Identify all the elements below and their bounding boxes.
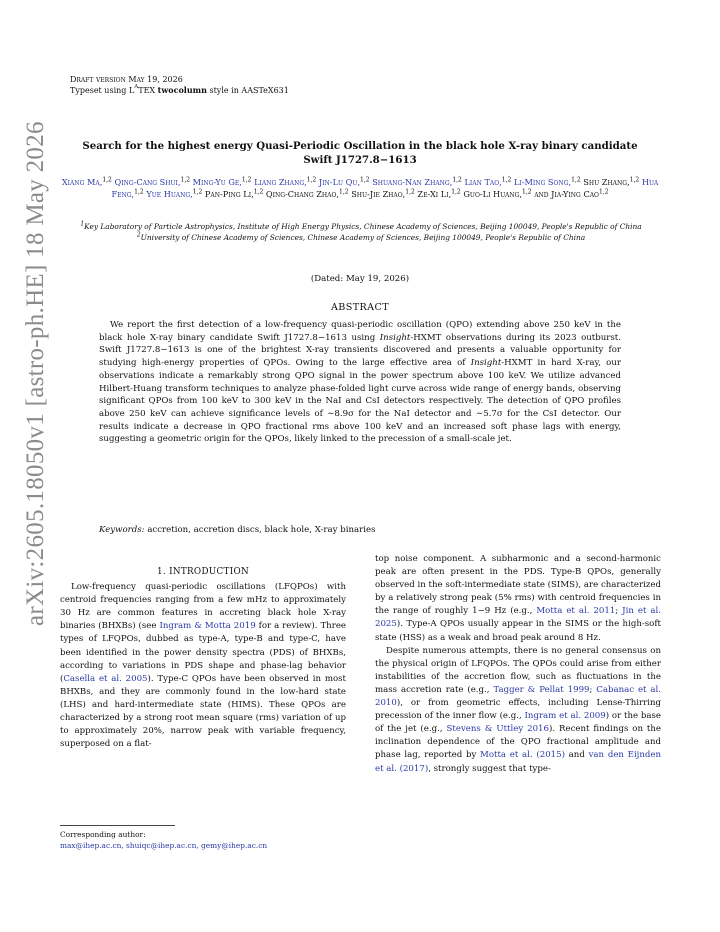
abstract-body: We report the first detection of a low-frequency quasi-periodic oscillation (QPO) extending above 250 keV in the black hole X-ray binary candidate Swift J1727.8−1613 using Insight-HXMT observations during its 2023 outburst. Swift J1727.8−1613 is one of the brightest X-ray transients discovered and presents a valuable opportunity for studying high-energy properties of QPOs. Owing to the large effective area of Insight-HXMT in hard X-ray, our observations indicate a remarkably strong QPO signal in the power spectrum above 100 keV. We utilize advanced Hilbert-Huang transform techniques to analyze phase-folded light curve across wide range of energy bands, observing significant QPOs from 100 keV to 300 keV in the NaI and CsI detectors respectively. The detection of QPO profiles above 250 keV can achieve significance levels of ∼8.9σ for the NaI detector and ∼5.7σ for the CsI detector. Our results indicate a decrease in QPO fractional rms above 100 keV and an increased soft phase lags with energy, suggesting a geometric origin for the QPOs, likely linked to the precession of a small-scale jet. xyxy=(99,320,621,445)
author-affiliation-mark: 1,2 xyxy=(134,187,144,195)
keywords-text: accretion, accretion discs, black hole, X-ray binaries xyxy=(147,525,376,535)
keywords-line xyxy=(99,525,621,535)
author-affiliation-mark: 1,2 xyxy=(306,176,317,184)
typeset-suffix: style in AASTeX631 xyxy=(209,86,289,95)
right-column xyxy=(375,553,661,776)
intro-paragraph-1-continued xyxy=(375,553,661,645)
author-name[interactable]: Qing-Cang Shui, xyxy=(114,177,181,187)
paragraph-text: Despite numerous attempts, there is no general consensus on the physical origin of LFQPOs. The QPOs could arise from either instabilities of the accretion flow, such as fluctuations in the mass accretion rate (e.g., xyxy=(375,645,661,695)
paragraph-text: ; xyxy=(589,684,597,695)
author-affiliation-mark: 1,2 xyxy=(501,176,512,184)
author-affiliation-mark: 1,2 xyxy=(451,187,461,195)
paragraph-text: ) or the base of the jet (e.g., xyxy=(375,711,661,735)
arxiv-identifier-stamp: arXiv:2605.18050v1 [astro-ph.HE] 18 May 2026 xyxy=(22,121,49,626)
corresponding-emails[interactable]: max@ihep.ac.cn, shuiqc@ihep.ac.cn, gemy@ihep.ac.cn xyxy=(60,841,268,850)
author-name[interactable]: Lian Tao, xyxy=(464,177,502,187)
author-name[interactable]: Ming-Yu Ge, xyxy=(192,177,242,187)
footnote-rule xyxy=(60,825,175,826)
citation-link[interactable]: Cabanac et al. 2010 xyxy=(375,684,662,709)
paragraph-text: ). Type-A QPOs usually appear in the SIMS or the high-soft state (HSS) as a weak and broad peak around 8 Hz. xyxy=(375,619,661,643)
paragraph-text: ; xyxy=(615,606,623,617)
author-affiliation-mark: 1,2 xyxy=(102,176,112,184)
corresponding-label: Corresponding author: xyxy=(60,830,146,839)
author-name[interactable]: Jin-Lu Qu, xyxy=(318,177,361,187)
typeset-bold: twocolumn xyxy=(157,85,207,95)
paragraph-text: for a review). Three types of LFQPOs, dubbed as type-A, type-B and type-C, have been identified in the power density spectra (PDS) of BHXBs, according to variations in PDS shape and phase-lag behavior ( xyxy=(60,621,347,684)
citation-link[interactable]: Ingram & Motta 2019 xyxy=(159,621,256,632)
author-affiliation-mark: 1,2 xyxy=(180,176,191,184)
affiliation-2: $^2$University of Chinese Academy of Sciences, Chinese Academy of Sciences, Beijing 100049, People's Republic of China xyxy=(136,231,586,242)
author-affiliation-mark: 1,2 xyxy=(629,176,640,184)
citation-link[interactable]: Tagger & Pellat 1999 xyxy=(493,684,590,695)
latex-a: A xyxy=(134,84,139,91)
citation-link[interactable]: van den Eijnden et al. (2017) xyxy=(375,750,662,774)
author-affiliation-mark: 1,2 xyxy=(241,176,252,184)
citation-link[interactable]: Jin et al. 2025 xyxy=(375,606,661,630)
author-name[interactable]: Hua Feng, xyxy=(111,177,659,199)
section-heading-introduction: 1. INTRODUCTION xyxy=(156,567,249,577)
author-name: Qing-Chang Zhao, xyxy=(265,188,340,199)
citation-link[interactable]: Motta et al. (2015) xyxy=(480,750,565,761)
author-name[interactable]: Li-Ming Song, xyxy=(513,177,572,187)
affiliation-1: $^1$Key Laboratory of Particle Astrophysics, Institute of High Energy Physics, Chinese Academy of Sciences, Beijing 100049, People's Republic of China xyxy=(80,220,642,231)
author-affiliation-mark: 1,2 xyxy=(452,176,462,184)
paragraph-text: top noise component. A subharmonic and a second-harmonic peak are often present in the PDS. Type-B QPOs, generally observed in the soft-intermediate state (SIMS), are characterized by a relatively strong peak (5% rms) with centroid frequencies in the range of roughly 1−9 Hz (e.g., xyxy=(375,554,661,617)
author-name[interactable]: Shuang-Nan Zhang, xyxy=(372,177,453,187)
paragraph-text: ). Type-C QPOs have been observed in most BHXBs, and they are commonly found in the low-hard state (LHS) and hard-intermediate state (HIMS). These QPOs are characterized by a strong root mean square (rms) variation of up to approximately 20%, narrow peak with variable frequency, superposed on a flat- xyxy=(60,673,346,750)
author-name[interactable]: Xiang Ma, xyxy=(61,177,103,187)
draft-version-line: Draft version May 19, 2026 xyxy=(70,75,183,84)
left-column xyxy=(60,566,346,751)
paper-title: Search for the highest energy Quasi-Periodic Oscillation in the black hole X-ray binary candidate Swift J1727.8−1613 xyxy=(82,140,638,166)
author-affiliation-mark: 1,2 xyxy=(192,187,203,195)
author-affiliation-mark: 1,2 xyxy=(598,187,609,195)
author-name: and Jia-Ying Cao xyxy=(534,188,599,199)
latex-tex: TEX xyxy=(138,86,156,95)
author-affiliation-mark: 1,2 xyxy=(522,187,532,195)
author-affiliation-mark: 1,2 xyxy=(339,187,349,195)
author-name[interactable]: Liang Zhang, xyxy=(254,177,307,187)
paragraph-text: and xyxy=(564,750,589,761)
intro-paragraph-2 xyxy=(375,645,661,776)
author-affiliation-mark: 1,2 xyxy=(360,176,370,184)
author-name: Shu Zhang, xyxy=(583,177,630,187)
author-name: Ze-Xi Li, xyxy=(417,188,452,199)
author-affiliation-mark: 1,2 xyxy=(405,187,415,195)
author-affiliation-mark: 1,2 xyxy=(571,176,581,184)
paragraph-text: Low-frequency quasi-periodic oscillations (LFQPOs) with centroid frequencies ranging from a few mHz to approximately 30 Hz are common features in accreting black hole X-ray binaries (BHXBs) (see xyxy=(60,582,346,632)
citation-link[interactable]: Casella et al. 2005 xyxy=(63,673,148,684)
typeset-line xyxy=(70,85,289,96)
paragraph-text: ). Recent findings on the inclination dependence of the QPO fractional amplitude and phase lag, reported by xyxy=(375,724,662,761)
corresponding-author-block xyxy=(60,829,346,851)
author-name: Pan-Ping Li, xyxy=(204,188,254,199)
author-name[interactable]: Yue Huang, xyxy=(146,188,193,199)
author-list xyxy=(60,177,660,200)
author-name: Shu-Jie Zhao, xyxy=(351,188,406,199)
author-affiliation-mark: 1,2 xyxy=(253,187,264,195)
citation-link[interactable]: Motta et al. 2011 xyxy=(536,606,616,617)
dated-line: (Dated: May 19, 2026) xyxy=(310,274,410,284)
citation-link[interactable]: Stevens & Uttley 2016 xyxy=(446,724,549,735)
intro-paragraph-1 xyxy=(60,581,346,751)
author-name: Guo-Li Huang, xyxy=(463,188,523,199)
keywords-label: Keywords: xyxy=(99,525,145,535)
typeset-prefix: Typeset using L xyxy=(70,86,135,95)
affiliations xyxy=(66,222,656,243)
paragraph-text: , strongly suggest that type- xyxy=(428,763,551,774)
paragraph-text: ), or from geometric effects, including Lense-Thirring precession of the inner flow (e.g., xyxy=(375,698,661,722)
abstract-heading: ABSTRACT xyxy=(330,302,390,313)
citation-link[interactable]: Ingram et al. 2009 xyxy=(524,711,606,722)
